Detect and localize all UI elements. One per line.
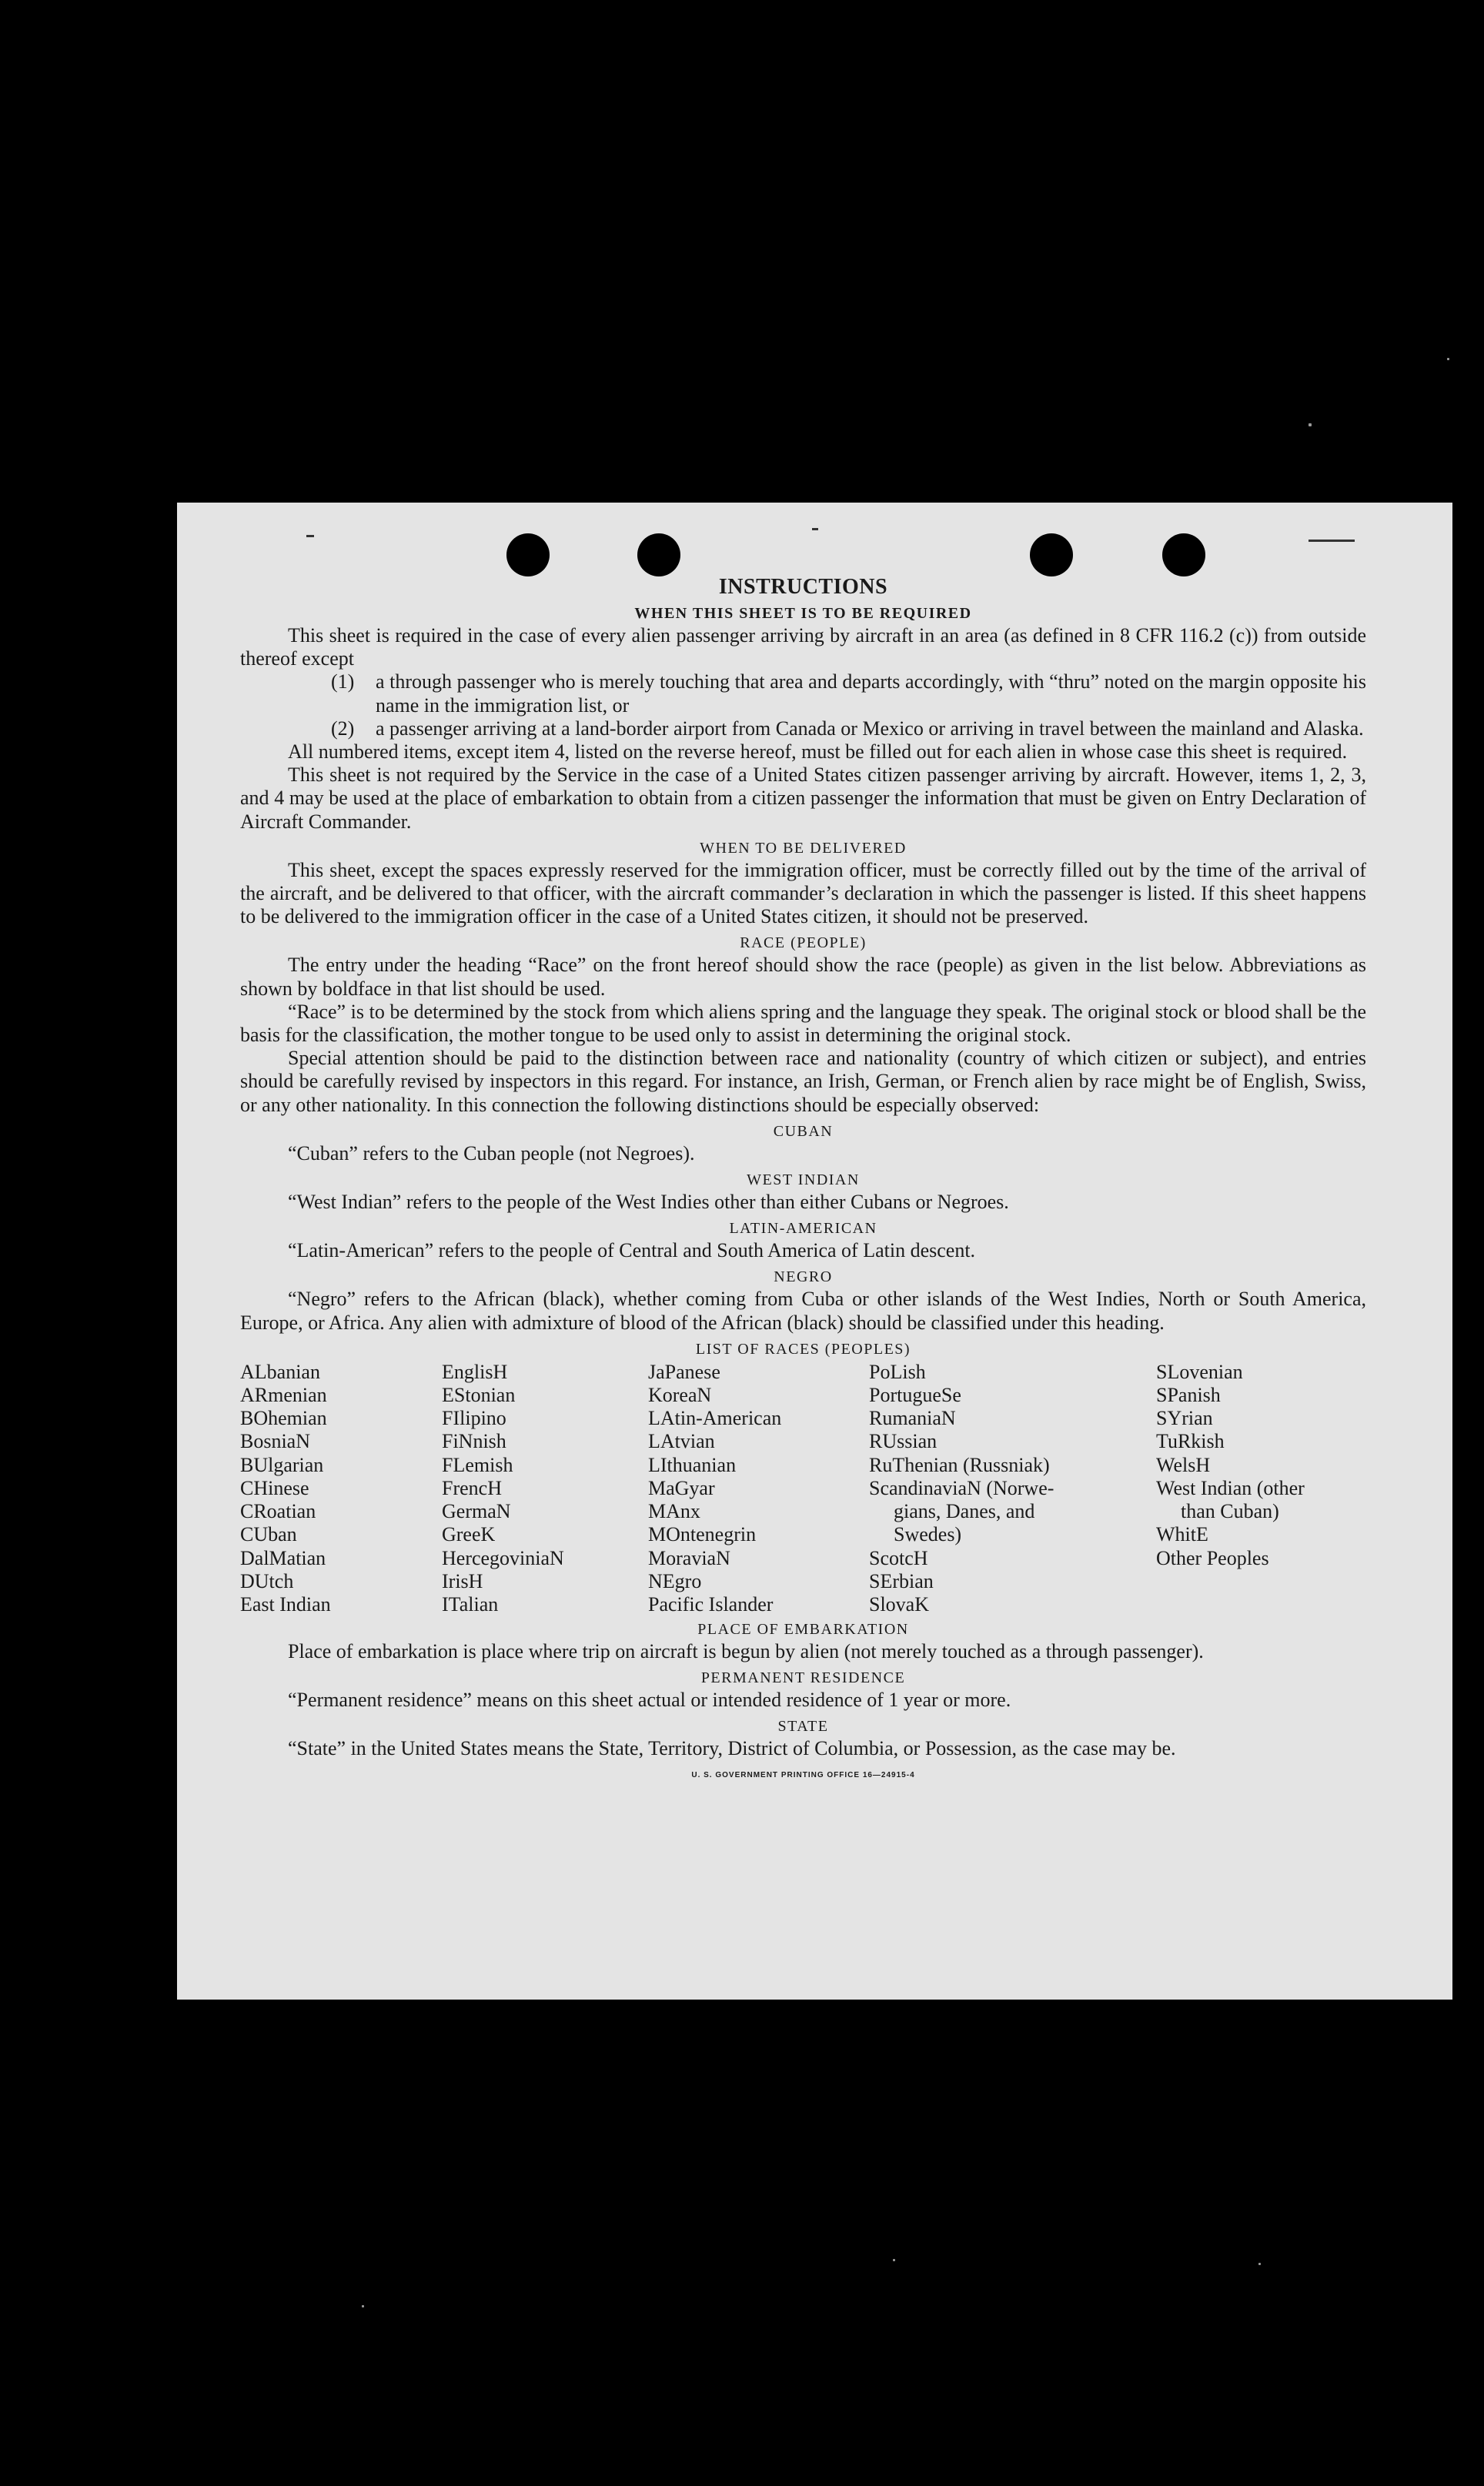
race-entry: FIlipino — [442, 1407, 506, 1430]
negro-text: “Negro” refers to the African (black), whether coming from Cuba or other islands of the West Indies, North or South America, Europe, or Africa. Any alien with admixture of blood of the African (black) should be classified under this heading. — [240, 1288, 1366, 1334]
race-entry: RUssian — [869, 1430, 938, 1453]
when-delivered-text: This sheet, except the spaces expressly reserved for the immigration officer, must be correctly filled out by the time of the arrival of the aircraft, and be delivered to that officer, with the aircraft commander’s declaration in which the passenger is listed. If this sheet happens to be delivered to the immigration officer in the case of a United States citizen, it should not be preserved. — [240, 858, 1366, 928]
race-entry: than Cuban) — [1181, 1500, 1279, 1523]
exception-item — [240, 717, 1366, 740]
races-column — [869, 1361, 1054, 1616]
races-column — [240, 1361, 331, 1616]
residence-text: “Permanent residence” means on this sheet actual or intended residence of 1 year or more. — [288, 1689, 1011, 1712]
section-heading-state: STATE — [777, 1718, 829, 1736]
race-entry: JaPanese — [648, 1360, 720, 1383]
when-required-para2: All numbered items, except item 4, listed on the reverse hereof, must be filled out for each alien in whose case this sheet is required. — [288, 740, 1348, 764]
race-entry: CHinese — [240, 1476, 309, 1499]
race-entry: Other Peoples — [1156, 1546, 1269, 1569]
exception-text: a passenger arriving at a land-border airport from Canada or Mexico or arriving in travel between the mainland and Alaska. — [376, 717, 1364, 740]
race-entry: SPanish — [1156, 1384, 1221, 1407]
race-entry: SYrian — [1156, 1407, 1213, 1430]
race-entry: EStonian — [442, 1384, 516, 1407]
race-entry: RuThenian (Russniak) — [869, 1453, 1050, 1476]
race-para1: The entry under the heading “Race” on the front hereof should show the race (people) as given in the list below. Abbreviations as shown by boldface in that list should be used. — [240, 954, 1366, 1000]
background-speck — [1258, 2263, 1261, 2265]
race-para3: Special attention should be paid to the distinction between race and nationality (country of which citizen or subject), and entries should be carefully revised by inspectors in this regard. For instance, an Irish, German, or French alien by race might be of English, Swiss, or any other nationality. In this connection the following distinctions should be especially observed: — [240, 1047, 1366, 1116]
race-entry: NEgro — [648, 1569, 702, 1592]
race-entry: PoLish — [869, 1360, 926, 1383]
background-speck — [893, 2259, 895, 2261]
race-entry: LAtvian — [648, 1430, 715, 1453]
races-column — [442, 1361, 564, 1616]
race-entry: FiNnish — [442, 1430, 506, 1453]
section-heading-west-indian: WEST INDIAN — [747, 1171, 860, 1189]
race-entry: MoraviaN — [648, 1546, 730, 1569]
exception-number: (2) — [331, 717, 355, 740]
section-heading-embarkation: PLACE OF EMBARKATION — [697, 1620, 909, 1638]
race-para2: “Race” is to be determined by the stock from which aliens spring and the language they speak. The original stock or blood shall be the basis for the classification, the mother tongue to be used only to assist in determining the original stock. — [240, 1000, 1366, 1047]
race-entry: FrencH — [442, 1476, 502, 1499]
printing-office-footer: U. S. GOVERNMENT PRINTING OFFICE 16—24915-4 — [691, 1771, 915, 1780]
instruction-sheet — [177, 503, 1452, 2000]
race-entry: Pacific Islander — [648, 1592, 774, 1616]
races-list — [240, 1361, 1366, 1615]
paper-mark — [812, 528, 818, 530]
race-entry: FLemish — [442, 1453, 513, 1476]
race-entry: WhitE — [1156, 1523, 1208, 1546]
race-entry: ScandinaviaN (Norwe- — [869, 1476, 1055, 1499]
race-entry: DUtch — [240, 1569, 294, 1592]
cuban-text: “Cuban” refers to the Cuban people (not Negroes). — [288, 1141, 695, 1164]
race-entry: EnglisH — [442, 1360, 508, 1383]
section-heading-cuban: CUBAN — [773, 1122, 834, 1140]
race-entry: ScotcH — [869, 1546, 928, 1569]
background-speck — [1309, 423, 1312, 426]
race-entry: DalMatian — [240, 1546, 326, 1569]
race-entry: RumaniaN — [869, 1407, 956, 1430]
race-entry: ITalian — [442, 1592, 499, 1616]
race-entry: PortugueSe — [869, 1384, 961, 1407]
race-entry: BosniaN — [240, 1430, 310, 1453]
paper-mark — [1309, 540, 1355, 542]
race-entry: KoreaN — [648, 1384, 712, 1407]
when-required-intro: This sheet is required in the case of every alien passenger arriving by aircraft in an area (as defined in 8 CFR 116.2 (c)) from outside thereof except — [240, 624, 1366, 670]
state-text: “State” in the United States means the State, Territory, District of Columbia, or Possession, as the case may be. — [288, 1737, 1176, 1760]
race-entry: HercegoviniaN — [442, 1546, 564, 1569]
page-title: INSTRUCTIONS — [718, 575, 888, 599]
race-entry: MOntenegrin — [648, 1523, 757, 1546]
background-speck — [362, 2305, 364, 2307]
exception-number: (1) — [331, 670, 355, 693]
race-entry: GermaN — [442, 1500, 511, 1523]
latin-american-text: “Latin-American” refers to the people of Central and South America of Latin descent. — [288, 1239, 976, 1262]
background-speck — [1447, 358, 1449, 360]
section-heading-when-required: WHEN THIS SHEET IS TO BE REQUIRED — [634, 605, 972, 622]
section-heading-when-delivered: WHEN TO BE DELIVERED — [700, 839, 907, 857]
race-entry: ALbanian — [240, 1360, 320, 1383]
embarkation-text: Place of embarkation is place where trip on aircraft is begun by alien (not merely touched as a through passenger). — [288, 1639, 1204, 1662]
race-entry: gians, Danes, and — [894, 1500, 1035, 1523]
section-heading-latin-american: LATIN-AMERICAN — [729, 1220, 877, 1238]
race-entry: IrisH — [442, 1569, 483, 1592]
race-entry: SErbian — [869, 1569, 934, 1592]
race-entry: WelsH — [1156, 1453, 1211, 1476]
race-entry: CUban — [240, 1523, 297, 1546]
exception-text: a through passenger who is merely touching that area and departs accordingly, with “thru” noted on the margin opposite his name in the immigration list, or — [376, 670, 1366, 717]
race-entry: LIthuanian — [648, 1453, 737, 1476]
race-entry: GreeK — [442, 1523, 496, 1546]
race-entry: SlovaK — [869, 1592, 929, 1616]
race-entry: BOhemian — [240, 1407, 327, 1430]
race-entry: LAtin-American — [648, 1407, 782, 1430]
races-column — [648, 1361, 781, 1616]
race-entry: MaGyar — [648, 1476, 715, 1499]
section-heading-list-of-races: LIST OF RACES (PEOPLES) — [695, 1340, 911, 1358]
race-entry: East Indian — [240, 1592, 331, 1616]
races-column — [1156, 1361, 1305, 1570]
race-entry: BUlgarian — [240, 1453, 324, 1476]
section-heading-negro: NEGRO — [774, 1268, 833, 1286]
instructions-body — [240, 567, 1366, 1779]
race-entry: CRoatian — [240, 1500, 316, 1523]
race-entry: Swedes) — [894, 1523, 962, 1546]
race-entry: SLovenian — [1156, 1360, 1243, 1383]
race-entry: West Indian (other — [1156, 1476, 1305, 1499]
race-entry: TuRkish — [1156, 1430, 1225, 1453]
west-indian-text: “West Indian” refers to the people of the West Indies other than either Cubans or Negroes. — [288, 1191, 1009, 1214]
when-required-para3: This sheet is not required by the Service in the case of a United States citizen passenger arriving by aircraft. However, items 1, 2, 3, and 4 may be used at the place of embarkation to obtain from a citizen passenger the information that must be given on Entry Declaration of Aircraft Commander. — [240, 764, 1366, 833]
exception-item — [240, 670, 1366, 717]
race-entry: ARmenian — [240, 1384, 327, 1407]
paper-mark — [306, 535, 314, 537]
section-heading-race: RACE (PEOPLE) — [740, 934, 867, 952]
section-heading-residence: PERMANENT RESIDENCE — [700, 1669, 906, 1687]
race-entry: MAnx — [648, 1500, 700, 1523]
